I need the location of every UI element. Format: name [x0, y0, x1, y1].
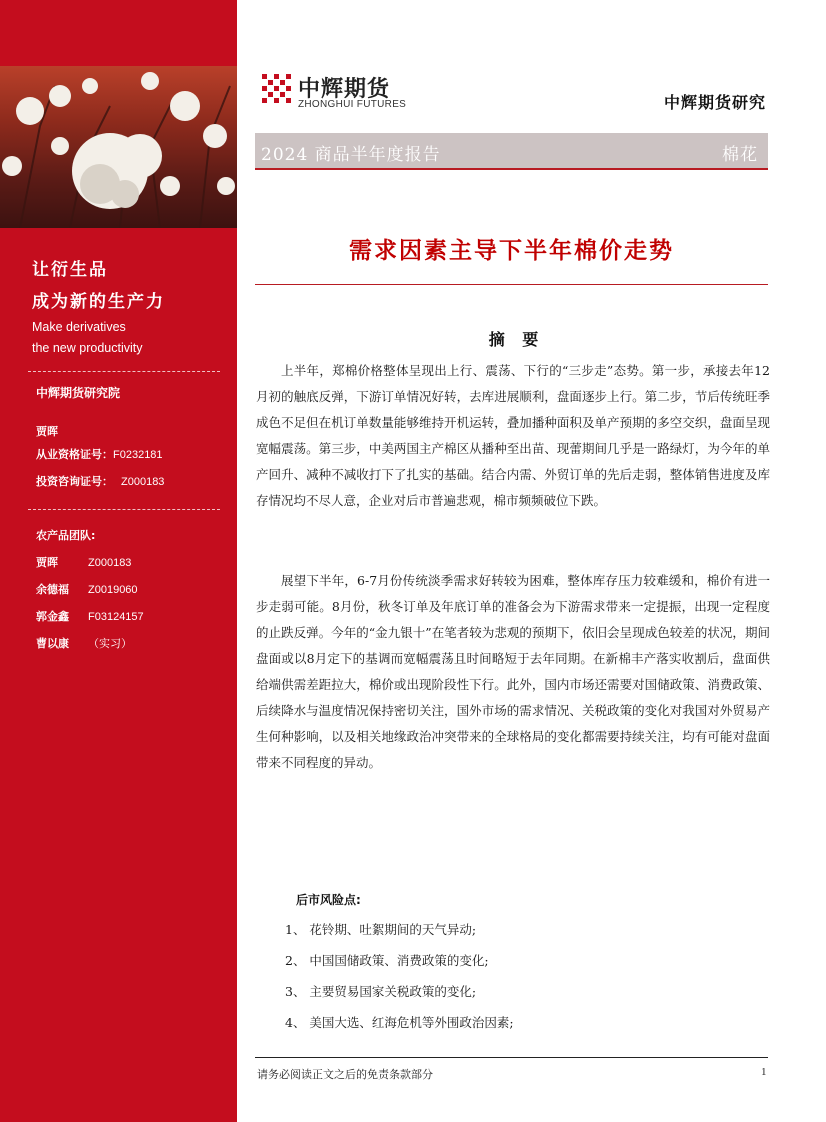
cotton-photo-illustration [0, 66, 237, 228]
team-member-code: F03124157 [88, 611, 144, 623]
consult-label: 投资咨询证号： [36, 475, 113, 488]
team-member-name: 贾晖 [36, 556, 58, 569]
report-type: 2024 商品半年度报告 [261, 145, 441, 165]
risk-item: 4、 美国大选、红海危机等外围政治因素; [285, 1015, 514, 1030]
sidebar-divider [28, 509, 220, 510]
team-member-name: 余德福 [36, 583, 69, 596]
risk-item: 1、 花铃期、吐絮期间的天气异动; [285, 922, 477, 937]
report-banner [255, 133, 768, 170]
abstract-heading: 摘 要 [488, 330, 545, 349]
consult-line [36, 473, 164, 489]
team-title: 农产品团队: [36, 529, 96, 542]
sidebar-divider [28, 371, 220, 372]
slogan-en-line-1: Make derivatives [32, 320, 126, 334]
team-member [36, 635, 132, 651]
team-member-code: Z0019060 [88, 584, 138, 596]
report-title: 需求因素主导下半年棉价走势 [349, 238, 674, 264]
zhonghui-logo-icon [262, 74, 292, 108]
slogan-line-1: 让衍生品 [32, 260, 108, 280]
team-member-code: Z000183 [88, 557, 132, 569]
abstract-paragraph-1: 上半年，郑棉价格整体呈现出上行、震荡、下行的“三步走”态势。第一步，承接去年12月初的触底反弹，下游订单情况好转，去库进展顺利，盘面逐步上行。第二步，节后传统旺季成色不足但在机订单数量能够维持开机运转，叠加播种面积及单产预期的多空交织，盘面呈现宽幅震荡。第三步，中美两国主产棉区从播种至出苗、现蕾期间几乎是一路绿灯，为今年的单产回升、减种不减收打下了扎实的基础。结合内需、外贸订单的先后走弱，整体销售进度及库存情况均不尽人意，企业对后市普遍悲观，棉市频频破位下跌。 [256, 363, 770, 508]
slogan-en [32, 317, 142, 359]
abstract-paragraph-2: 展望下半年，6-7月份传统淡季需求好转较为困难，整体库存压力较难缓和，棉价有进一步走弱可能。8月份，秋冬订单及年底订单的准备会为下游需求带来一定提振，出现一定程度的止跌反弹。今年的“金九银十”在笔者较为悲观的预期下，依旧会呈现成色较差的状况，期间盘面或以8月定下的基调而宽幅震荡且时间略短于去年同期。在新棉丰产落实收割后，盘面供给端供需差距拉大，棉价或出现阶段性下行。此外，国内市场还需要对国储政策、消费政策、后续降水与温度情况保持密切关注，国外市场的需求情况、关税政策的变化对我国对外贸易产生何种影响，以及相关地缘政治冲突带来的全球格局的变化都需要持续关注，均有可能对盘面带来不同程度的异动。 [256, 573, 770, 770]
commodity-name: 棉花 [722, 145, 758, 165]
risk-heading: 后市风险点: [296, 893, 361, 907]
disclaimer-note: 请务必阅读正文之后的免责条款部分 [257, 1068, 433, 1081]
team-member [36, 608, 144, 624]
consult-code: Z000183 [121, 476, 165, 488]
footer-divider [255, 1057, 768, 1058]
team-member-name: 曹以康 [36, 637, 69, 650]
team-member [36, 554, 131, 570]
risk-item: 2、 中国国储政策、消费政策的变化; [285, 953, 489, 968]
slogan-cn [32, 254, 165, 318]
logo-text-en: ZHONGHUI FUTURES [298, 99, 407, 110]
team-member-code: （实习） [88, 638, 132, 650]
qualification-line [36, 446, 163, 462]
research-label: 中辉期货研究 [663, 93, 766, 112]
qualification-label: 从业资格证号： [36, 448, 113, 461]
sidebar [0, 0, 237, 1122]
title-divider [255, 284, 768, 285]
team-member [36, 581, 138, 597]
cotton-photo [0, 66, 237, 228]
logo-text-cn: 中辉期货 [298, 77, 391, 102]
risk-item: 3、 主要贸易国家关税政策的变化; [285, 984, 477, 999]
institute-name: 中辉期货研究院 [36, 386, 121, 400]
analyst-name: 贾晖 [36, 425, 58, 438]
qualification-code: F0232181 [113, 449, 163, 461]
team-member-name: 郭金鑫 [36, 610, 69, 623]
slogan-en-line-2: the new productivity [32, 341, 143, 355]
page-number: 1 [761, 1066, 767, 1078]
slogan-line-2: 成为新的生产力 [32, 292, 165, 312]
